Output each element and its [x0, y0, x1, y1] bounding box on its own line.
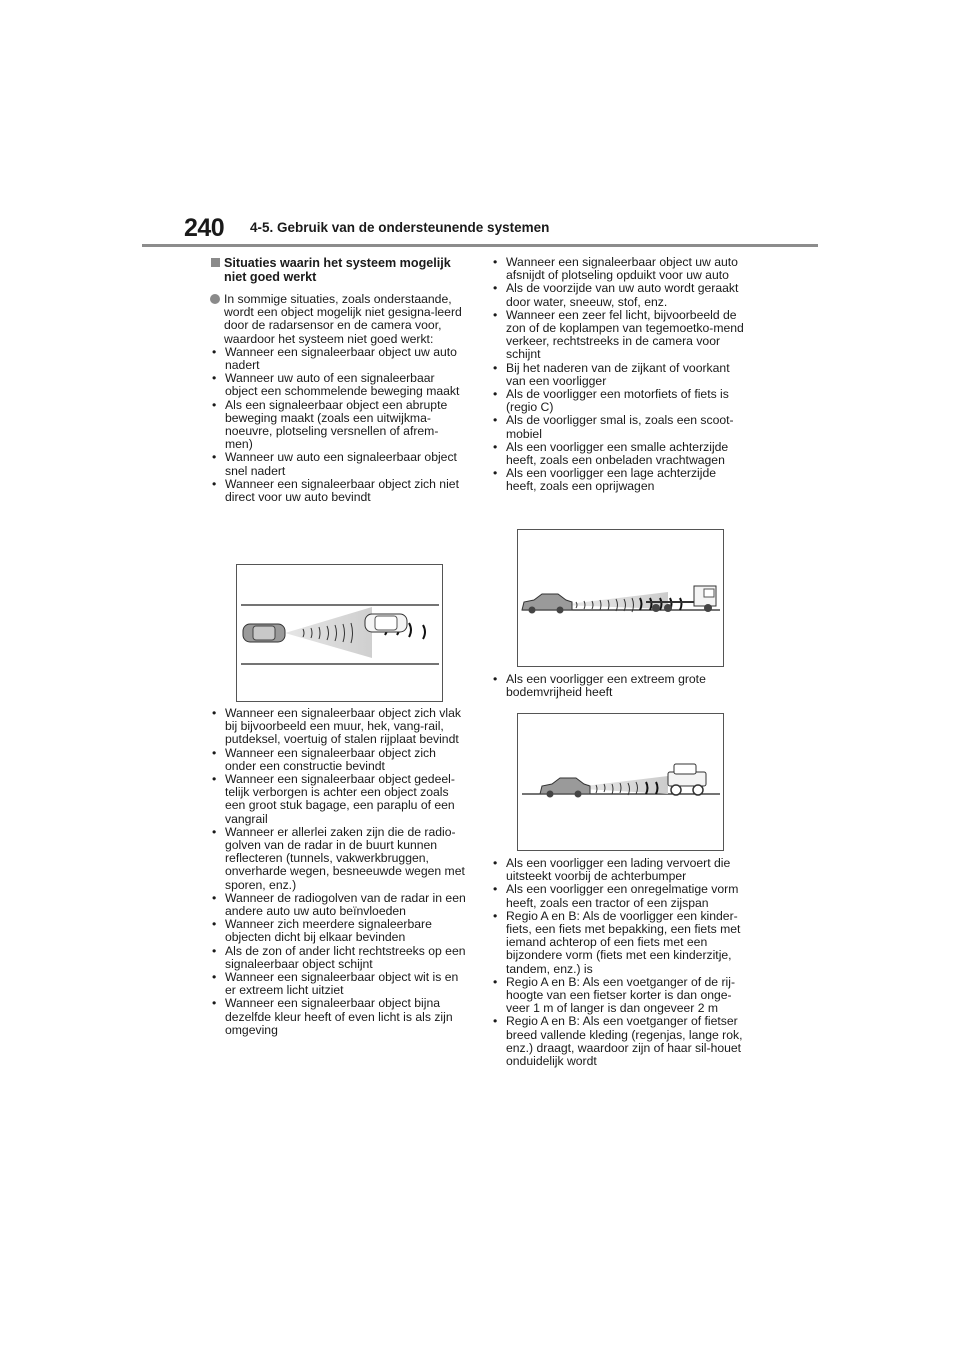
figure-truck [517, 529, 724, 667]
list-item: • Wanneer uw auto een signaleerbaar object snel nadert [212, 450, 457, 478]
list-item: • Regio A en B: Als de voorligger een kinder-fiets, een fiets met bepakking, een fiets met iemand achterop of een fiets met een bijzondere vorm (fiets met een kinderzitje, tandem, enz.) is [493, 908, 741, 976]
own-car-top-view [243, 624, 285, 642]
bullet-icon: • [212, 943, 217, 958]
bullet-icon: • [212, 706, 217, 720]
list-item: • Wanneer een signaleerbaar object bijna dezelfde kleur heeft of even licht is als zijn omgeving [212, 996, 453, 1037]
right-bullet-list-top [491, 256, 747, 494]
bullet-icon: • [493, 974, 498, 989]
list-item: • Wanneer er allerlei zaken zijn die de radio-golven van de radar in de buurt kunnen reflecteren (tunnels, vakwerkbruggen, onverharde wegen, besneeuwde wegen met sporen, enz.) [212, 824, 465, 892]
bullet-icon: • [493, 1014, 498, 1029]
high-clearance-vehicle-side-view [668, 764, 706, 795]
list-item: • Als een voorligger een lage achterzijde heeft, zoals een oprijwagen [493, 466, 717, 494]
list-item: • Als de voorzijde van uw auto wordt geraakt door water, sneeuw, stof, enz. [493, 281, 739, 309]
list-item: • Wanneer de radiogolven van de radar in een andere auto uw auto beïnvloeden [212, 890, 466, 919]
list-item: • Als de voorligger smal is, zoals een scoot-mobiel [493, 413, 734, 441]
bullet-icon: • [493, 882, 498, 897]
intro-text: In sommige situaties, zoals onderstaande, wordt een object mogelijk niet gesigna-leerd door de radarsensor en de camera voor, waardoor het systeem niet goed werkt: [224, 292, 462, 346]
list-item: • Bij het naderen van de zijkant of voorkant van een voorligger [493, 360, 730, 388]
list-item: • Als een voorligger een onregelmatige vorm heeft, zoals een tractor of een zijspan [493, 882, 739, 910]
list-item: • Wanneer een signaleerbaar object uw auto afsnijdt of plotseling opduikt voor uw auto [493, 255, 738, 283]
bullet-icon: • [493, 360, 498, 375]
right-column-lower [491, 857, 747, 1068]
square-bullet-icon [211, 258, 220, 267]
list-item: • Wanneer een signaleerbaar object uw auto nadert [212, 344, 457, 373]
chapter-title: 4-5. Gebruik van de ondersteunende systemen [250, 220, 550, 235]
bullet-icon: • [212, 371, 217, 386]
list-item: • Wanneer een zeer fel licht, bijvoorbeeld de zon of de koplampen van tegemoetko-mend verkeer, rechtstreeks in de camera voor schijnt [493, 307, 744, 362]
list-item: • Wanneer uw auto of een signaleerbaar object een schommelende beweging maakt [212, 371, 460, 399]
bullet-icon: • [493, 908, 498, 923]
high-clearance-illustration [518, 714, 723, 850]
bullet-icon: • [493, 307, 498, 322]
bullet-icon: • [493, 856, 498, 870]
bullet-icon: • [212, 450, 217, 465]
right-bullet-list-bottom [491, 857, 747, 1068]
list-item: • Wanneer een signaleerbaar object gedeel-telijk verborgen is achter een object zoals een groot stuk bagage, een paraplu of een vangrail [212, 772, 455, 826]
list-item: • Als de zon of ander licht rechtstreeks op een signaleerbaar object schijnt [212, 943, 466, 971]
left-column-lower [210, 707, 466, 1037]
bullet-icon: • [493, 387, 498, 402]
list-item: • Wanneer een signaleerbaar object zich niet direct voor uw auto bevindt [212, 476, 459, 505]
bullet-icon: • [493, 413, 498, 428]
list-item: • Wanneer een signaleerbaar object zich vlak bij bijvoorbeeld een muur, hek, vang-rail, putdeksel, voertuig of stalen rijplaat bevindt [212, 706, 461, 747]
bullet-icon: • [493, 281, 498, 296]
bullet-icon: • [212, 890, 217, 905]
section-heading-text: Situaties waarin het systeem mogelijk niet goed werkt [224, 256, 451, 284]
header-rule [142, 244, 818, 247]
left-bullet-list-top [210, 346, 466, 504]
bullet-icon: • [493, 466, 498, 481]
list-item: • Als een voorligger een lading vervoert die uitsteekt voorbij de achterbumper [493, 856, 731, 884]
figure-offset-vehicle [236, 564, 443, 702]
intro-paragraph [210, 293, 466, 346]
circle-bullet-icon [210, 294, 220, 304]
bullet-icon: • [212, 824, 217, 839]
left-bullet-list-bottom [210, 707, 466, 1037]
bullet-icon: • [493, 439, 498, 454]
bullet-icon: • [212, 970, 217, 985]
bullet-icon: • [493, 672, 498, 686]
right-column [491, 256, 747, 494]
list-item: • Wanneer zich meerdere signaleerbare objecten dicht bij elkaar bevinden [212, 917, 432, 945]
right-bullet-list-mid [491, 673, 747, 699]
bullet-icon: • [212, 772, 217, 787]
truck-illustration [518, 530, 723, 666]
page-number: 240 [184, 214, 225, 242]
section-heading [210, 256, 466, 284]
list-item: • Als een voorligger een smalle achterzijde heeft, zoals een onbeladen vrachtwagen [493, 439, 729, 468]
bullet-icon: • [212, 917, 217, 932]
bullet-icon: • [212, 344, 217, 359]
list-item: • Als de voorligger een motorfiets of fiets is (regio C) [493, 387, 729, 415]
list-item: • Wanneer een signaleerbaar object wit is en er extreem licht uitziet [212, 970, 459, 998]
bullet-icon: • [212, 397, 217, 412]
list-item: • Wanneer een signaleerbaar object zich onder een constructie bevindt [212, 745, 436, 773]
left-column [210, 256, 466, 504]
bullet-icon: • [212, 745, 217, 760]
bullet-icon: • [493, 255, 498, 269]
list-item: • Als een signaleerbaar object een abrupte beweging maakt (zoals een uitwijkma-noeuvre, plotseling versnellen of afrem-men) [212, 397, 448, 452]
list-item: • Regio A en B: Als een voetganger of de rij-hoogte van een fietser korter is dan onge-veer 1 m of langer is dan ongeveer 2 m [493, 974, 736, 1016]
bullet-icon: • [212, 996, 217, 1011]
figure-high-clearance [517, 713, 724, 851]
target-car-top-view [365, 614, 407, 632]
right-column-mid [491, 673, 747, 699]
list-item: • Als een voorligger een extreem grote bodemvrijheid heeft [493, 672, 706, 700]
bullet-icon: • [212, 476, 217, 491]
list-item: • Regio A en B: Als een voetganger of fietser breed vallende kleding (regenjas, lange rok, enz.) draagt, waardoor zijn of haar sil-houet onduidelijk wordt [493, 1014, 743, 1069]
offset-vehicle-illustration [237, 565, 442, 701]
